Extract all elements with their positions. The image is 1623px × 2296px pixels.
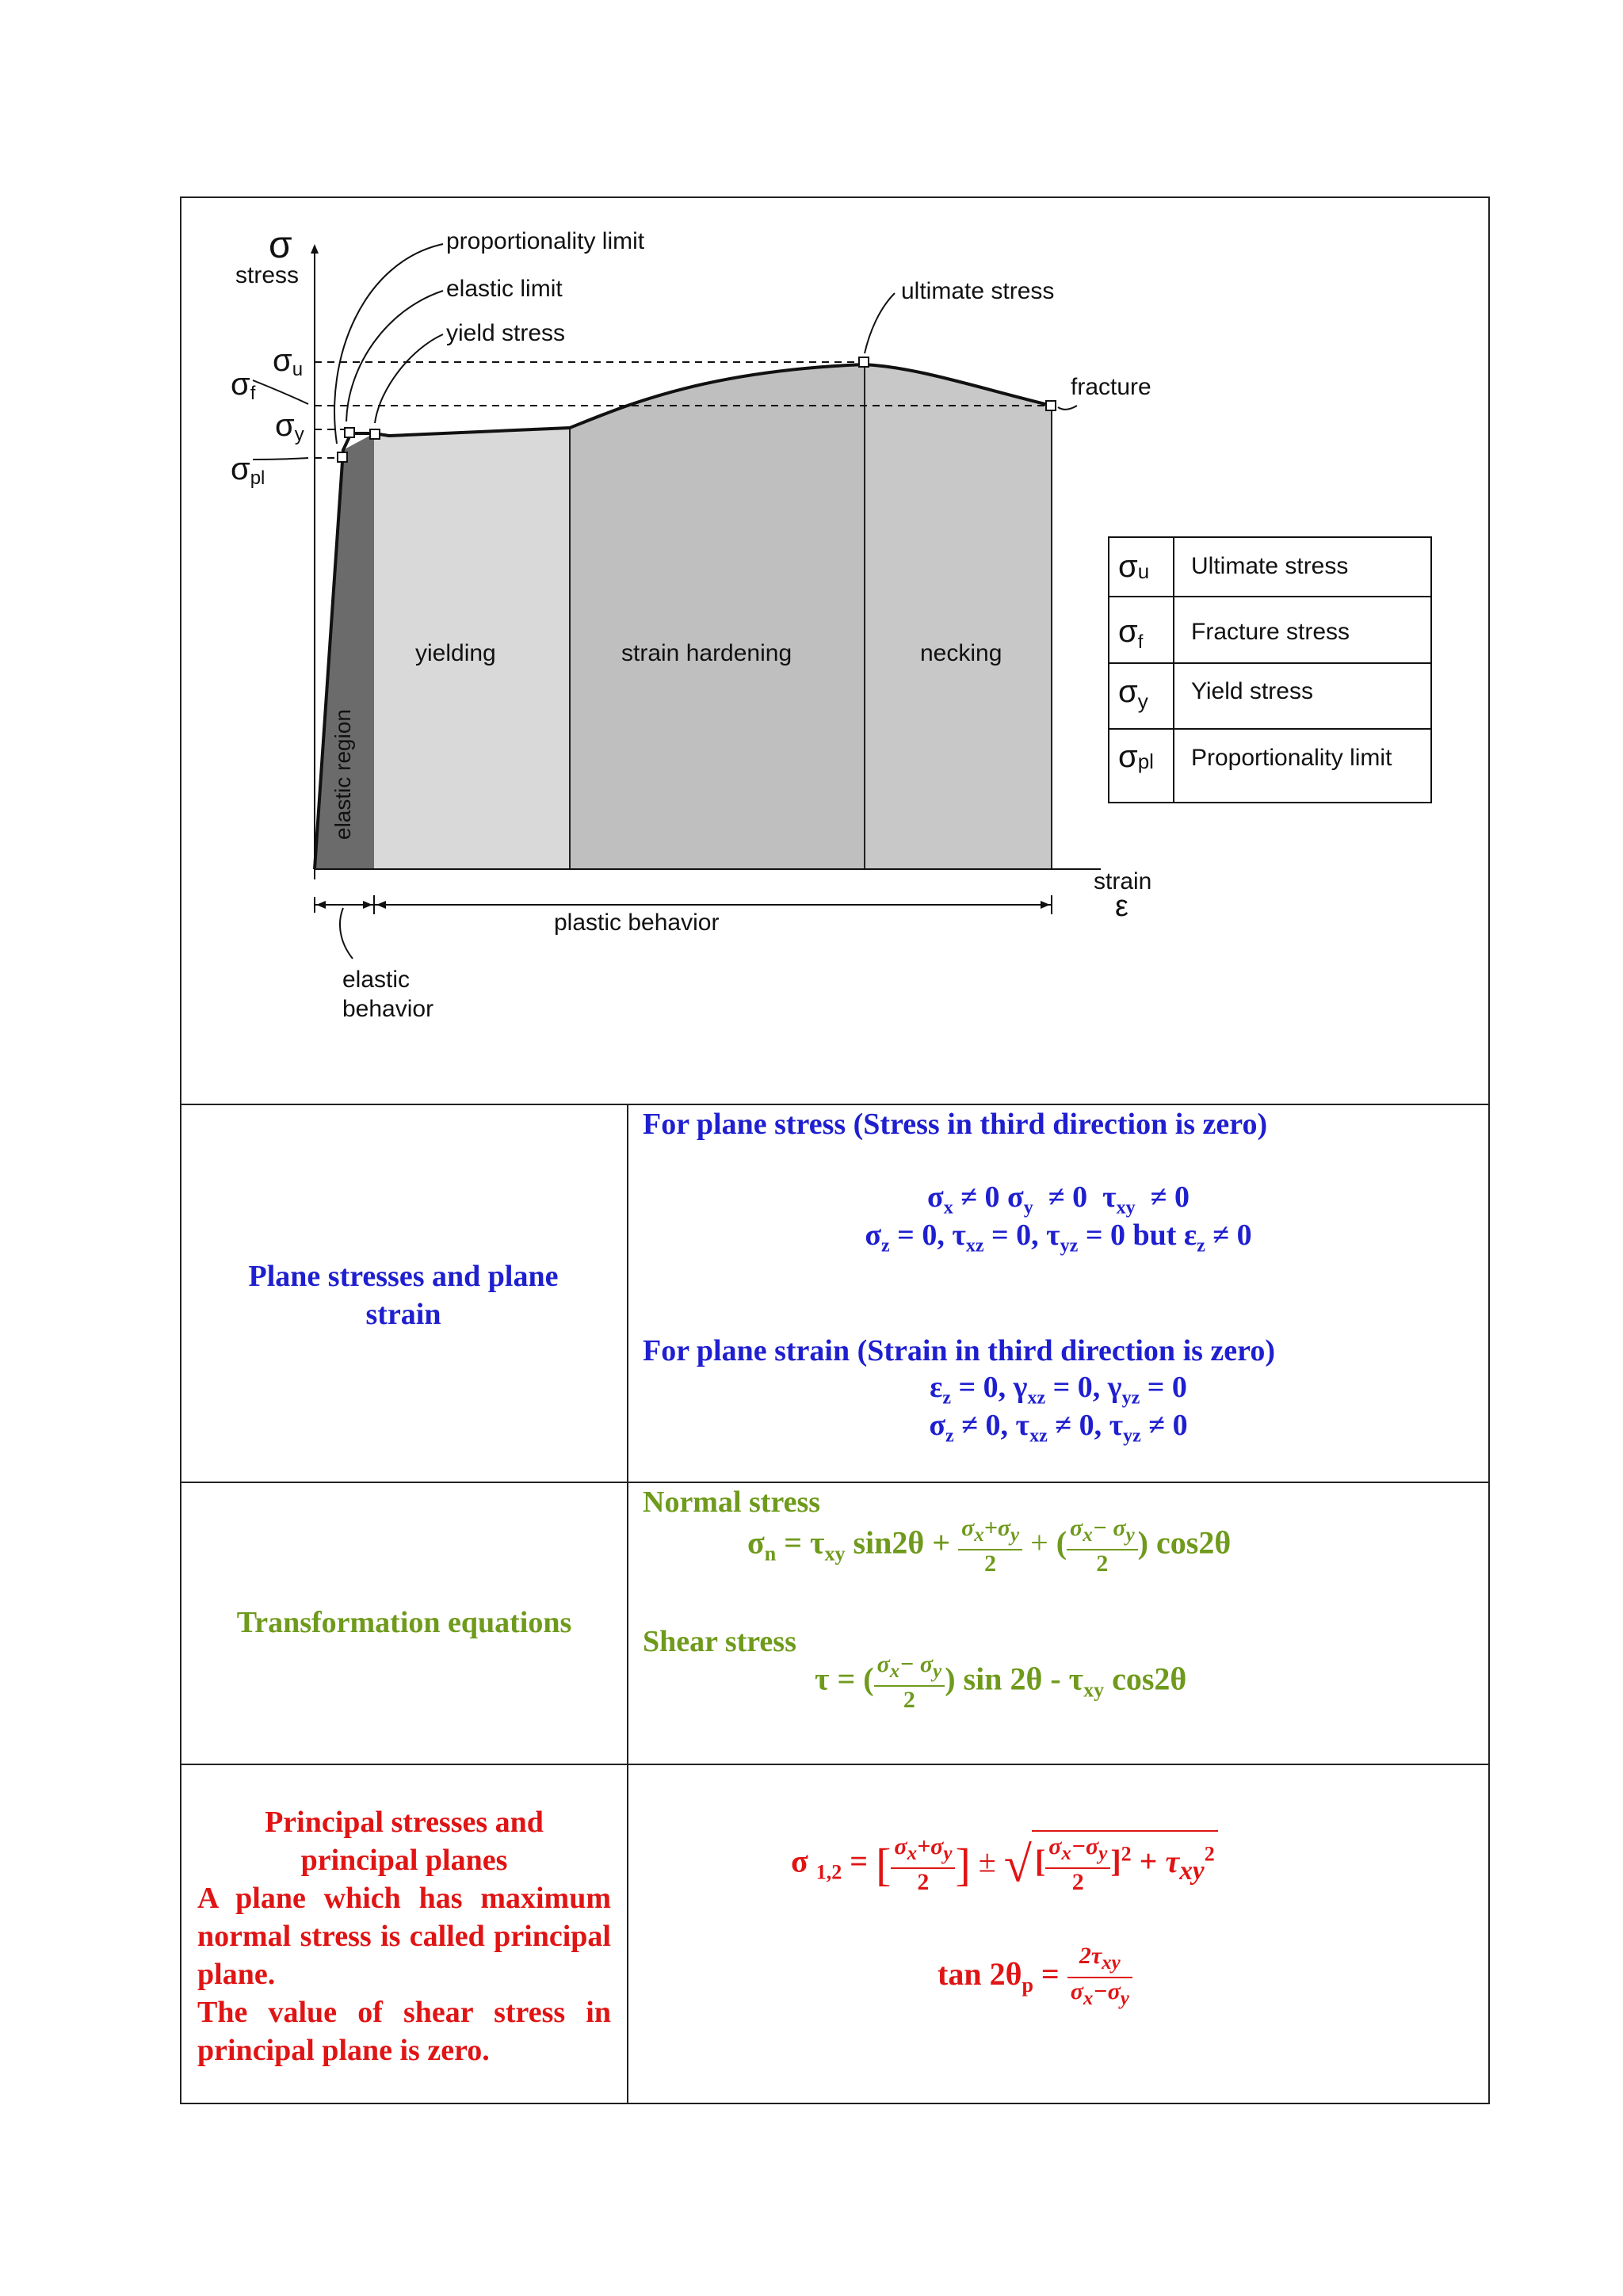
- plane-stress-strain-row: [181, 1105, 1488, 1483]
- shear-stress-heading: Shear stress: [643, 1625, 796, 1658]
- principal-row: [181, 1765, 1488, 2104]
- plane-strain-equation-2: $\sigma_z \ne 0$, $\tau_{xz} \ne 0$, $\tau_{yz} \ne 0$: [929, 1409, 1188, 1447]
- elastic-region-label: elastic region: [330, 709, 355, 840]
- axis-epsilon-label: ε: [1115, 890, 1128, 923]
- principal-title-line1: Principal stresses and: [265, 1806, 544, 1839]
- elastic-behavior-label-line1: elastic: [342, 967, 411, 993]
- plane-row-content-cell: [628, 1105, 1488, 1482]
- legend-symbol-f: $\sigma_f$: [1118, 614, 1144, 653]
- principal-angle-equation: $\tan 2\theta_p$ = $\frac{2\tau_{xy}}{\sigma_x-\sigma_y}$: [938, 1943, 1132, 2012]
- principal-description-2: The value of shear stress in principal plane is zero.: [197, 1996, 611, 2067]
- sigma-f-label: σf: [231, 367, 256, 404]
- yield-stress-label: yield stress: [446, 320, 566, 346]
- necking-label: necking: [920, 640, 1002, 666]
- legend-label-f: Fracture stress: [1191, 619, 1350, 645]
- principal-content-cell: [628, 1765, 1488, 2104]
- transformation-row: [181, 1483, 1488, 1765]
- elastic-behavior-label-line2: behavior: [342, 996, 434, 1022]
- axis-strain-label: strain: [1094, 868, 1152, 894]
- proportionality-limit-label: proportionality limit: [446, 228, 645, 254]
- legend-table: [1109, 537, 1431, 803]
- axis-sigma-label: σ: [269, 224, 292, 266]
- normal-stress-equation: $\sigma_n = \tau_{xy}$ sin2θ + $\frac{\sigma_x+\sigma_y}{2}$ + ( $\frac{\sigma_x- \sigma_y}{2}$ ) cos2θ: [747, 1515, 1232, 1577]
- principal-title-cell: [181, 1765, 628, 2104]
- document-table: [180, 196, 1490, 2104]
- principal-description: A plane which has maximum normal stress is called principal plane.: [197, 1882, 611, 1991]
- legend-label-u: Ultimate stress: [1191, 553, 1349, 579]
- plastic-behavior-label: plastic behavior: [554, 910, 720, 936]
- sigma-pl-label: σpl: [231, 452, 265, 489]
- stress-strain-diagram: [181, 198, 1488, 1104]
- normal-stress-heading: Normal stress: [643, 1486, 821, 1519]
- fracture-label: fracture: [1071, 374, 1151, 400]
- shear-stress-equation: τ = ( $\frac{\sigma_x- \sigma_y}{2}$ ) $\sin 2\theta - \tau_{xy}$ cos2θ: [815, 1651, 1187, 1713]
- legend-symbol-pl: σpl: [1118, 739, 1154, 774]
- transformation-title-cell: [181, 1483, 628, 1764]
- principal-stress-equation: σ $_{1,2}$ = [ $\frac{\sigma_x+\sigma_y}{2}$ ] ± √ [ $\frac{\sigma_x-\sigma_y}{2}$ ]$^2 + \tau_{xy}^2$: [791, 1830, 1218, 1897]
- transformation-content-cell: [628, 1483, 1488, 1764]
- sigma-y-label: σy: [275, 408, 304, 445]
- plane-stress-heading: For plane stress (Stress in third direction is zero): [643, 1108, 1268, 1141]
- strain-hardening-region-fill: [570, 364, 865, 869]
- legend-label-pl: Proportionality limit: [1191, 745, 1392, 771]
- stress-strain-diagram-cell: [181, 198, 1488, 1105]
- legend-symbol-y: $\sigma_y$: [1118, 674, 1148, 713]
- plane-stress-equation-1: $\sigma_x \ne 0$ $\sigma_y \ne 0$ $\tau_{xy} \ne 0$: [927, 1180, 1190, 1219]
- axis-stress-label: stress: [235, 262, 300, 288]
- sigma-u-label: σu: [273, 343, 304, 380]
- plane-strain-heading: For plane strain (Strain in third direction is zero): [643, 1334, 1275, 1367]
- strain-hardening-label: strain hardening: [621, 640, 792, 666]
- plane-row-title-cell: [181, 1105, 628, 1482]
- transformation-title: Transformation equations: [236, 1606, 572, 1639]
- legend-symbol-u: σu: [1118, 549, 1150, 584]
- legend-label-y: Yield stress: [1191, 678, 1313, 704]
- plane-stress-equation-2: $\sigma_z = 0$, $\tau_{xz} = 0$, $\tau_{yz} = 0$ but $\varepsilon_z \ne 0$: [865, 1219, 1252, 1257]
- ultimate-stress-label: ultimate stress: [901, 278, 1055, 304]
- necking-region-fill: [865, 364, 1052, 869]
- yielding-label: yielding: [415, 640, 496, 666]
- elastic-limit-label: elastic limit: [446, 276, 563, 302]
- principal-title-line2: principal planes: [300, 1844, 508, 1877]
- plane-strain-equation-1: $\varepsilon_z = 0$, $\gamma_{xz} = 0$, $\gamma_{yz} = 0$: [930, 1371, 1187, 1409]
- plane-row-title: Plane stresses and plane strain: [248, 1260, 559, 1331]
